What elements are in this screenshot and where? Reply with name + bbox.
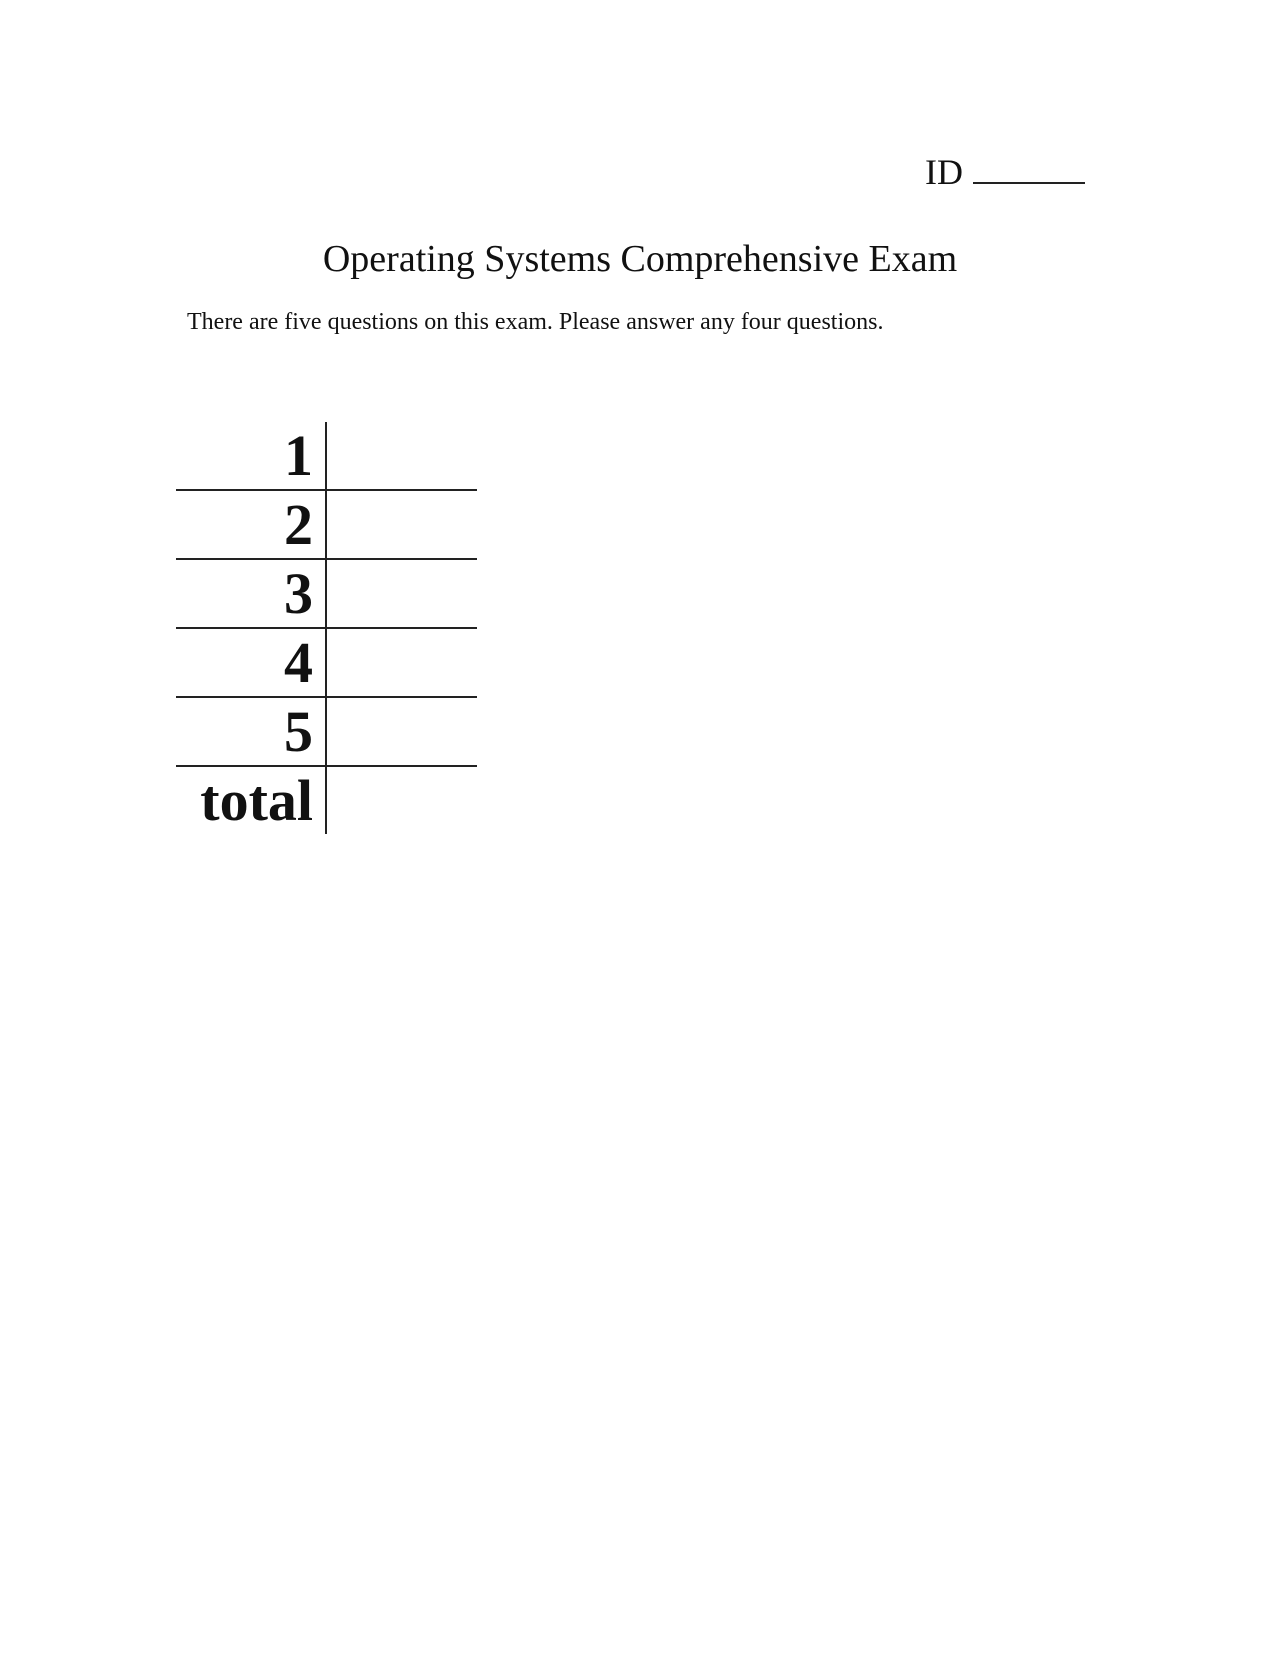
- question-number-label: 4: [176, 628, 326, 697]
- score-cell-2[interactable]: [326, 490, 477, 559]
- score-cell-total[interactable]: [326, 766, 477, 834]
- score-row-5: [176, 697, 477, 766]
- question-number-label: 5: [176, 697, 326, 766]
- id-blank-line[interactable]: [973, 152, 1085, 184]
- score-cell-5[interactable]: [326, 697, 477, 766]
- score-row-total: [176, 766, 477, 834]
- question-number-label: 2: [176, 490, 326, 559]
- page-title: Operating Systems Comprehensive Exam: [322, 238, 958, 280]
- score-row-2: [176, 490, 477, 559]
- question-number-label: 3: [176, 559, 326, 628]
- score-cell-3[interactable]: [326, 559, 477, 628]
- id-field: [925, 150, 1085, 194]
- question-number-label: 1: [176, 422, 326, 490]
- score-cell-4[interactable]: [326, 628, 477, 697]
- total-label: total: [176, 766, 326, 834]
- score-table: [176, 422, 477, 834]
- id-label: ID: [925, 152, 963, 192]
- score-row-1: [176, 422, 477, 490]
- score-row-4: [176, 628, 477, 697]
- score-row-3: [176, 559, 477, 628]
- exam-instructions: There are five questions on this exam. Please answer any four questions.: [187, 309, 884, 335]
- score-cell-1[interactable]: [326, 422, 477, 490]
